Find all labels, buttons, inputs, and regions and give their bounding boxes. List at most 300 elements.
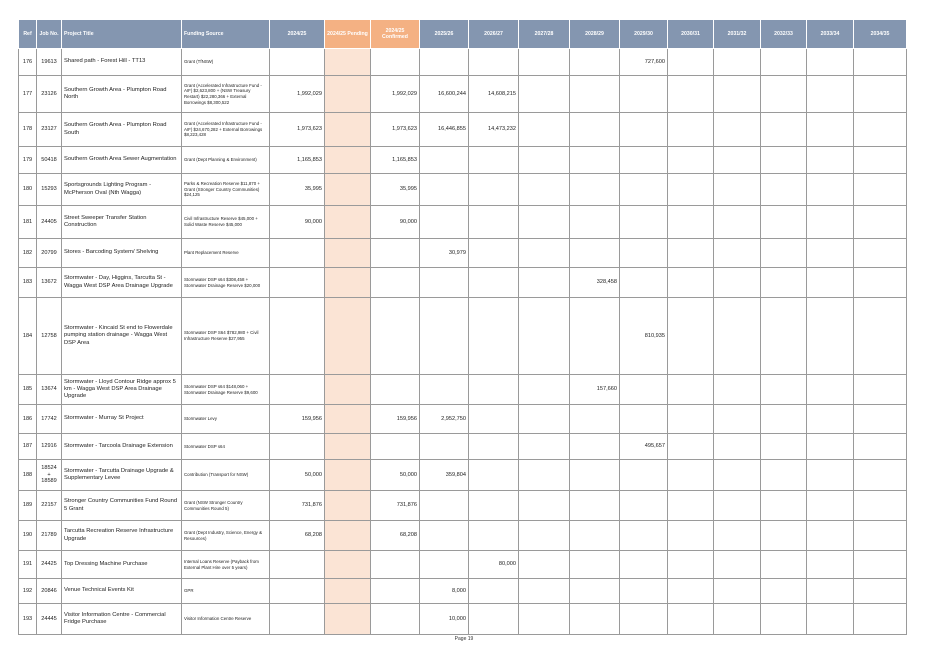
amount-2033-34-cell — [807, 298, 854, 375]
amount-2034-35-cell — [854, 434, 907, 460]
project-title-cell: Tarcutta Recreation Reserve Infrastructure Upgrade — [62, 521, 182, 551]
amount-2034-35-cell — [854, 521, 907, 551]
amount-2027-28-cell — [519, 434, 570, 460]
amount-2025-26-cell — [420, 49, 469, 76]
amount-2033-34-cell — [807, 76, 854, 113]
amount-2032-33-cell — [761, 405, 807, 434]
amount-2025-26-cell: 2,952,750 — [420, 405, 469, 434]
amount-2031-32-cell — [714, 551, 761, 579]
amount-2032-33-cell — [761, 434, 807, 460]
job-number-cell: 24425 — [37, 551, 62, 579]
amount-2024-25-cell: 1,165,853 — [270, 147, 325, 174]
amount-2030-31-cell — [668, 375, 714, 405]
confirmed-2024-25-cell — [371, 579, 420, 604]
amount-2024-25-cell — [270, 375, 325, 405]
amount-2024-25-cell: 35,995 — [270, 174, 325, 206]
pending-2024-25-cell — [325, 460, 371, 491]
amount-2029-30-cell: 495,657 — [620, 434, 668, 460]
pending-2024-25-cell — [325, 206, 371, 239]
funding-source-cell: Stormwater Levy — [182, 405, 270, 434]
amount-2031-32-cell — [714, 239, 761, 268]
table-row — [19, 76, 907, 113]
amount-2034-35-cell — [854, 375, 907, 405]
amount-2026-27-cell: 14,473,232 — [469, 113, 519, 147]
amount-2026-27-cell — [469, 434, 519, 460]
amount-2024-25-cell — [270, 298, 325, 375]
table-row — [19, 298, 907, 375]
pending-2024-25-cell — [325, 113, 371, 147]
amount-2029-30-cell — [620, 239, 668, 268]
job-number-cell: 13672 — [37, 268, 62, 298]
amount-2028-29-cell — [570, 298, 620, 375]
table-body — [19, 49, 907, 635]
amount-2027-28-cell — [519, 460, 570, 491]
project-title-cell: Visitor Information Centre - Commercial Fridge Purchase — [62, 604, 182, 635]
ref-cell: 184 — [19, 298, 37, 375]
amount-2027-28-cell — [519, 491, 570, 521]
amount-2034-35-cell — [854, 206, 907, 239]
ref-cell: 179 — [19, 147, 37, 174]
amount-2033-34-cell — [807, 113, 854, 147]
ref-cell: 187 — [19, 434, 37, 460]
job-number-cell: 20799 — [37, 239, 62, 268]
amount-2027-28-cell — [519, 604, 570, 635]
amount-2034-35-cell — [854, 49, 907, 76]
amount-2033-34-cell — [807, 147, 854, 174]
amount-2032-33-cell — [761, 491, 807, 521]
column-header: 2029/30 — [620, 20, 668, 49]
ref-cell: 185 — [19, 375, 37, 405]
amount-2032-33-cell — [761, 604, 807, 635]
amount-2030-31-cell — [668, 298, 714, 375]
amount-2026-27-cell — [469, 604, 519, 635]
job-number-cell: 17742 — [37, 405, 62, 434]
amount-2033-34-cell — [807, 405, 854, 434]
ref-cell: 176 — [19, 49, 37, 76]
column-header: Funding Source — [182, 20, 270, 49]
amount-2033-34-cell — [807, 579, 854, 604]
amount-2031-32-cell — [714, 375, 761, 405]
amount-2026-27-cell — [469, 239, 519, 268]
amount-2028-29-cell — [570, 49, 620, 76]
amount-2032-33-cell — [761, 147, 807, 174]
amount-2026-27-cell — [469, 174, 519, 206]
funding-source-cell: Stormwater DSP S64 $782,980 + Civil Infrastructure Reserve $27,955 — [182, 298, 270, 375]
amount-2028-29-cell — [570, 579, 620, 604]
amount-2024-25-cell — [270, 434, 325, 460]
funding-source-cell: Grant (Accelerated Infrastructure Fund - AIF) $24,670,282 + External Borrowings $8,223,428 — [182, 113, 270, 147]
job-number-cell: 15293 — [37, 174, 62, 206]
amount-2031-32-cell — [714, 49, 761, 76]
amount-2033-34-cell — [807, 206, 854, 239]
job-number-cell: 24405 — [37, 206, 62, 239]
funding-source-cell: Parks & Recreation Reserve $11,870 + Grant (Stronger Country Communities) $24,125 — [182, 174, 270, 206]
amount-2028-29-cell — [570, 239, 620, 268]
amount-2025-26-cell — [420, 147, 469, 174]
column-header: 2024/25 Pending — [325, 20, 371, 49]
pending-2024-25-cell — [325, 239, 371, 268]
job-number-cell: 24445 — [37, 604, 62, 635]
funding-source-cell: Grant (NSW Stronger Country Communities Round 5) — [182, 491, 270, 521]
project-title-cell: Top Dressing Machine Purchase — [62, 551, 182, 579]
amount-2030-31-cell — [668, 76, 714, 113]
project-title-cell: Stores - Barcoding System/ Shelving — [62, 239, 182, 268]
amount-2030-31-cell — [668, 268, 714, 298]
amount-2032-33-cell — [761, 174, 807, 206]
amount-2031-32-cell — [714, 491, 761, 521]
amount-2029-30-cell — [620, 76, 668, 113]
amount-2034-35-cell — [854, 460, 907, 491]
amount-2028-29-cell — [570, 551, 620, 579]
table-row — [19, 375, 907, 405]
funding-source-cell: Stormwater DSP s64 $308,458 + Stormwater Drainage Reserve $20,000 — [182, 268, 270, 298]
amount-2030-31-cell — [668, 491, 714, 521]
project-title-cell: Sportsgrounds Lighting Program - McPherson Oval (Nth Wagga) — [62, 174, 182, 206]
amount-2028-29-cell — [570, 76, 620, 113]
funding-source-cell: Stormwater DSP s64 $148,060 + Stormwater Drainage Reserve $9,600 — [182, 375, 270, 405]
amount-2031-32-cell — [714, 174, 761, 206]
amount-2030-31-cell — [668, 460, 714, 491]
amount-2026-27-cell — [469, 49, 519, 76]
pending-2024-25-cell — [325, 298, 371, 375]
amount-2024-25-cell: 1,992,029 — [270, 76, 325, 113]
confirmed-2024-25-cell: 35,995 — [371, 174, 420, 206]
amount-2024-25-cell: 159,956 — [270, 405, 325, 434]
amount-2025-26-cell — [420, 551, 469, 579]
pending-2024-25-cell — [325, 579, 371, 604]
column-header: 2026/27 — [469, 20, 519, 49]
funding-source-cell: Grant (Accelerated Infrastructure Fund - AIF) $2,623,800 + (NSW Treasury Restart) $22,280,366 + External Borrowings $8,300,522 — [182, 76, 270, 113]
amount-2034-35-cell — [854, 76, 907, 113]
project-title-cell: Stormwater - Day, Higgins, Tarcutta St - Wagga West DSP Area Drainage Upgrade — [62, 268, 182, 298]
funding-source-cell: Contribution (Transport for NSW) — [182, 460, 270, 491]
amount-2026-27-cell — [469, 491, 519, 521]
amount-2033-34-cell — [807, 460, 854, 491]
amount-2034-35-cell — [854, 113, 907, 147]
job-number-cell: 12758 — [37, 298, 62, 375]
table-row — [19, 579, 907, 604]
amount-2028-29-cell — [570, 174, 620, 206]
amount-2024-25-cell: 68,208 — [270, 521, 325, 551]
amount-2029-30-cell: 727,600 — [620, 49, 668, 76]
amount-2026-27-cell — [469, 298, 519, 375]
amount-2031-32-cell — [714, 268, 761, 298]
amount-2033-34-cell — [807, 604, 854, 635]
confirmed-2024-25-cell — [371, 375, 420, 405]
amount-2028-29-cell — [570, 491, 620, 521]
column-header: 2033/34 — [807, 20, 854, 49]
table-row — [19, 174, 907, 206]
project-title-cell: Stormwater - Tarcutta Drainage Upgrade & Supplementary Levee — [62, 460, 182, 491]
amount-2031-32-cell — [714, 434, 761, 460]
column-header: 2024/25 — [270, 20, 325, 49]
confirmed-2024-25-cell: 90,000 — [371, 206, 420, 239]
pending-2024-25-cell — [325, 147, 371, 174]
amount-2030-31-cell — [668, 551, 714, 579]
pending-2024-25-cell — [325, 405, 371, 434]
funding-source-cell: Internal Loans Reserve (Payback from External Plant Hire over 5 years) — [182, 551, 270, 579]
project-title-cell: Southern Growth Area - Plumpton Road North — [62, 76, 182, 113]
pending-2024-25-cell — [325, 174, 371, 206]
amount-2027-28-cell — [519, 239, 570, 268]
confirmed-2024-25-cell: 1,973,623 — [371, 113, 420, 147]
project-title-cell: Stormwater - Tarcoola Drainage Extension — [62, 434, 182, 460]
amount-2030-31-cell — [668, 604, 714, 635]
amount-2028-29-cell — [570, 604, 620, 635]
table-row — [19, 113, 907, 147]
confirmed-2024-25-cell: 50,000 — [371, 460, 420, 491]
header-row — [19, 20, 907, 49]
column-header: Ref — [19, 20, 37, 49]
amount-2028-29-cell — [570, 521, 620, 551]
ref-cell: 186 — [19, 405, 37, 434]
amount-2029-30-cell — [620, 579, 668, 604]
ref-cell: 180 — [19, 174, 37, 206]
job-number-cell: 13674 — [37, 375, 62, 405]
amount-2026-27-cell — [469, 375, 519, 405]
project-title-cell: Southern Growth Area - Plumpton Road South — [62, 113, 182, 147]
amount-2034-35-cell — [854, 604, 907, 635]
amount-2029-30-cell — [620, 460, 668, 491]
amount-2033-34-cell — [807, 521, 854, 551]
confirmed-2024-25-cell — [371, 298, 420, 375]
column-header: 2032/33 — [761, 20, 807, 49]
amount-2033-34-cell — [807, 268, 854, 298]
amount-2032-33-cell — [761, 521, 807, 551]
amount-2027-28-cell — [519, 49, 570, 76]
amount-2026-27-cell: 80,000 — [469, 551, 519, 579]
funding-source-cell: Civil Infrastructure Reserve $45,000 + Solid Waste Reserve $45,000 — [182, 206, 270, 239]
pending-2024-25-cell — [325, 434, 371, 460]
amount-2026-27-cell — [469, 521, 519, 551]
confirmed-2024-25-cell — [371, 604, 420, 635]
amount-2030-31-cell — [668, 434, 714, 460]
amount-2030-31-cell — [668, 147, 714, 174]
amount-2033-34-cell — [807, 491, 854, 521]
amount-2027-28-cell — [519, 113, 570, 147]
amount-2032-33-cell — [761, 206, 807, 239]
ref-cell: 188 — [19, 460, 37, 491]
amount-2032-33-cell — [761, 49, 807, 76]
amount-2030-31-cell — [668, 206, 714, 239]
amount-2034-35-cell — [854, 174, 907, 206]
project-title-cell: Stormwater - Lloyd Contour Ridge approx 5 km - Wagga West DSP Area Drainage Upgrade — [62, 375, 182, 405]
amount-2027-28-cell — [519, 76, 570, 113]
amount-2024-25-cell: 731,876 — [270, 491, 325, 521]
amount-2025-26-cell — [420, 174, 469, 206]
column-header: 2034/35 — [854, 20, 907, 49]
table-row — [19, 405, 907, 434]
amount-2024-25-cell: 1,973,623 — [270, 113, 325, 147]
amount-2031-32-cell — [714, 206, 761, 239]
ref-cell: 191 — [19, 551, 37, 579]
table-row — [19, 206, 907, 239]
amount-2032-33-cell — [761, 268, 807, 298]
amount-2028-29-cell — [570, 434, 620, 460]
funding-source-cell: Grant (Dept Industry, Science, Energy & Resources) — [182, 521, 270, 551]
amount-2032-33-cell — [761, 551, 807, 579]
funding-source-cell: Visitor Information Centre Reserve — [182, 604, 270, 635]
amount-2028-29-cell — [570, 113, 620, 147]
table-header — [19, 20, 907, 49]
amount-2024-25-cell — [270, 49, 325, 76]
column-header: 2025/26 — [420, 20, 469, 49]
pending-2024-25-cell — [325, 49, 371, 76]
amount-2032-33-cell — [761, 298, 807, 375]
pending-2024-25-cell — [325, 604, 371, 635]
amount-2029-30-cell — [620, 268, 668, 298]
amount-2024-25-cell: 90,000 — [270, 206, 325, 239]
capital-works-table — [18, 19, 907, 635]
amount-2033-34-cell — [807, 239, 854, 268]
job-number-cell: 23126 — [37, 76, 62, 113]
job-number-cell: 18524 + 18589 — [37, 460, 62, 491]
amount-2029-30-cell: 810,935 — [620, 298, 668, 375]
amount-2034-35-cell — [854, 239, 907, 268]
ref-cell: 178 — [19, 113, 37, 147]
pending-2024-25-cell — [325, 521, 371, 551]
amount-2032-33-cell — [761, 76, 807, 113]
amount-2025-26-cell — [420, 491, 469, 521]
funding-source-cell: Grant (Dept Planning & Environment) — [182, 147, 270, 174]
amount-2030-31-cell — [668, 239, 714, 268]
amount-2025-26-cell: 16,446,855 — [420, 113, 469, 147]
amount-2024-25-cell — [270, 551, 325, 579]
amount-2030-31-cell — [668, 579, 714, 604]
amount-2031-32-cell — [714, 298, 761, 375]
amount-2026-27-cell — [469, 147, 519, 174]
ref-cell: 193 — [19, 604, 37, 635]
confirmed-2024-25-cell — [371, 49, 420, 76]
amount-2032-33-cell — [761, 113, 807, 147]
funding-source-cell: Plant Replacement Reserve — [182, 239, 270, 268]
amount-2025-26-cell — [420, 375, 469, 405]
amount-2034-35-cell — [854, 551, 907, 579]
amount-2030-31-cell — [668, 113, 714, 147]
amount-2031-32-cell — [714, 579, 761, 604]
amount-2025-26-cell: 359,804 — [420, 460, 469, 491]
amount-2024-25-cell: 50,000 — [270, 460, 325, 491]
project-title-cell: Street Sweeper Transfer Station Construction — [62, 206, 182, 239]
amount-2034-35-cell — [854, 491, 907, 521]
amount-2027-28-cell — [519, 579, 570, 604]
amount-2032-33-cell — [761, 239, 807, 268]
amount-2034-35-cell — [854, 268, 907, 298]
amount-2029-30-cell — [620, 491, 668, 521]
pending-2024-25-cell — [325, 76, 371, 113]
ref-cell: 182 — [19, 239, 37, 268]
confirmed-2024-25-cell — [371, 239, 420, 268]
amount-2031-32-cell — [714, 521, 761, 551]
amount-2027-28-cell — [519, 268, 570, 298]
amount-2034-35-cell — [854, 405, 907, 434]
ref-cell: 183 — [19, 268, 37, 298]
amount-2024-25-cell — [270, 268, 325, 298]
amount-2030-31-cell — [668, 174, 714, 206]
job-number-cell: 20846 — [37, 579, 62, 604]
pending-2024-25-cell — [325, 551, 371, 579]
amount-2028-29-cell: 328,458 — [570, 268, 620, 298]
amount-2028-29-cell — [570, 206, 620, 239]
amount-2028-29-cell — [570, 147, 620, 174]
column-header: 2027/28 — [519, 20, 570, 49]
amount-2024-25-cell — [270, 579, 325, 604]
table-row — [19, 604, 907, 635]
amount-2026-27-cell — [469, 405, 519, 434]
amount-2033-34-cell — [807, 551, 854, 579]
column-header: Project Title — [62, 20, 182, 49]
project-title-cell: Shared path - Forest Hill - TT13 — [62, 49, 182, 76]
amount-2030-31-cell — [668, 521, 714, 551]
amount-2027-28-cell — [519, 147, 570, 174]
amount-2028-29-cell — [570, 405, 620, 434]
amount-2026-27-cell — [469, 206, 519, 239]
ref-cell: 177 — [19, 76, 37, 113]
amount-2029-30-cell — [620, 521, 668, 551]
ref-cell: 189 — [19, 491, 37, 521]
amount-2026-27-cell — [469, 579, 519, 604]
amount-2025-26-cell — [420, 298, 469, 375]
amount-2029-30-cell — [620, 174, 668, 206]
amount-2033-34-cell — [807, 174, 854, 206]
confirmed-2024-25-cell: 159,956 — [371, 405, 420, 434]
funding-source-cell: Stormwater DSP s64 — [182, 434, 270, 460]
table-row — [19, 491, 907, 521]
job-number-cell: 50418 — [37, 147, 62, 174]
amount-2031-32-cell — [714, 76, 761, 113]
confirmed-2024-25-cell: 1,165,853 — [371, 147, 420, 174]
amount-2032-33-cell — [761, 375, 807, 405]
amount-2025-26-cell — [420, 206, 469, 239]
amount-2029-30-cell — [620, 375, 668, 405]
confirmed-2024-25-cell: 731,876 — [371, 491, 420, 521]
amount-2032-33-cell — [761, 579, 807, 604]
table-row — [19, 49, 907, 76]
amount-2025-26-cell: 8,000 — [420, 579, 469, 604]
amount-2029-30-cell — [620, 604, 668, 635]
job-number-cell: 12916 — [37, 434, 62, 460]
amount-2025-26-cell: 30,979 — [420, 239, 469, 268]
table-row — [19, 147, 907, 174]
amount-2027-28-cell — [519, 298, 570, 375]
amount-2033-34-cell — [807, 375, 854, 405]
amount-2027-28-cell — [519, 375, 570, 405]
amount-2029-30-cell — [620, 206, 668, 239]
ref-cell: 181 — [19, 206, 37, 239]
pending-2024-25-cell — [325, 268, 371, 298]
table-row — [19, 268, 907, 298]
amount-2025-26-cell: 16,600,244 — [420, 76, 469, 113]
table-row — [19, 521, 907, 551]
pending-2024-25-cell — [325, 375, 371, 405]
column-header: Job No. — [37, 20, 62, 49]
project-title-cell: Venue Technical Events Kit — [62, 579, 182, 604]
amount-2024-25-cell — [270, 239, 325, 268]
page-number: Page 19 — [454, 636, 474, 642]
confirmed-2024-25-cell: 68,208 — [371, 521, 420, 551]
amount-2025-26-cell: 10,000 — [420, 604, 469, 635]
project-title-cell: Stormwater - Murray St Project — [62, 405, 182, 434]
funding-source-cell: Grant (TfNSW) — [182, 49, 270, 76]
ref-cell: 190 — [19, 521, 37, 551]
pending-2024-25-cell — [325, 491, 371, 521]
amount-2027-28-cell — [519, 405, 570, 434]
amount-2034-35-cell — [854, 298, 907, 375]
table-row — [19, 460, 907, 491]
column-header: 2030/31 — [668, 20, 714, 49]
job-number-cell: 19613 — [37, 49, 62, 76]
amount-2026-27-cell: 14,608,215 — [469, 76, 519, 113]
